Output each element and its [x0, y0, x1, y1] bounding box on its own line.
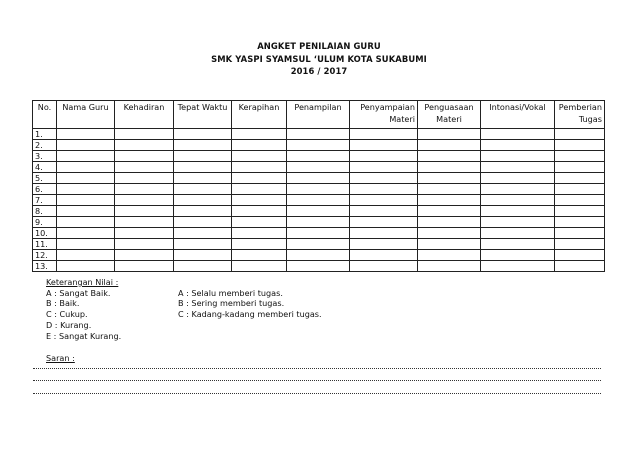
school-name: SMK YASPI SYAMSUL ‘ULUM KOTA SUKABUMI [211, 53, 427, 64]
table-cell [115, 261, 174, 272]
table-cell [57, 250, 115, 261]
table-cell [115, 195, 174, 206]
table-cell [350, 250, 418, 261]
table-cell [555, 129, 605, 140]
table-cell [555, 151, 605, 162]
legend-item: B : Sering memberi tugas. [178, 298, 285, 309]
table-cell [174, 261, 232, 272]
table-cell [115, 140, 174, 151]
table-cell [481, 261, 555, 272]
suggestion-label: Saran : [46, 353, 75, 363]
column-header: Pemberian Tugas [555, 101, 605, 129]
table-cell [418, 206, 481, 217]
table-row [33, 228, 605, 239]
table-cell [232, 239, 287, 250]
table-cell [57, 261, 115, 272]
table-row [33, 184, 605, 195]
suggestion-line [33, 380, 601, 381]
table-cell [481, 173, 555, 184]
table-row [33, 217, 605, 228]
table-cell [57, 184, 115, 195]
table-cell [350, 261, 418, 272]
table-cell [115, 250, 174, 261]
table-cell [174, 129, 232, 140]
table-cell [232, 140, 287, 151]
table-cell [481, 206, 555, 217]
table-cell [287, 184, 350, 195]
table-cell [418, 261, 481, 272]
table-cell [57, 206, 115, 217]
grading-legend [46, 277, 546, 341]
table-cell [174, 184, 232, 195]
table-cell [232, 151, 287, 162]
legend-scores [46, 288, 178, 342]
row-number: 6. [33, 184, 57, 195]
table-row [33, 239, 605, 250]
table-cell [418, 162, 481, 173]
column-header: Tepat Waktu [174, 101, 232, 129]
table-cell [174, 162, 232, 173]
table-cell [555, 206, 605, 217]
suggestion-line [33, 368, 601, 369]
document-header [0, 40, 638, 78]
legend-heading: Keterangan Nilai : [46, 277, 119, 287]
row-number: 12. [33, 250, 57, 261]
table-cell [174, 228, 232, 239]
table-cell [350, 151, 418, 162]
table-cell [287, 151, 350, 162]
table-cell [350, 239, 418, 250]
table-cell [481, 250, 555, 261]
table-cell [555, 250, 605, 261]
table-cell [287, 162, 350, 173]
table-cell [555, 261, 605, 272]
table-cell [232, 206, 287, 217]
table-cell [418, 217, 481, 228]
table-cell [57, 129, 115, 140]
table-cell [57, 195, 115, 206]
table-cell [115, 184, 174, 195]
table-cell [57, 151, 115, 162]
row-number: 1. [33, 129, 57, 140]
table-cell [481, 151, 555, 162]
table-cell [555, 239, 605, 250]
table-cell [350, 195, 418, 206]
table-cell [174, 195, 232, 206]
table-cell [287, 261, 350, 272]
column-header: Intonasi/Vokal [481, 101, 555, 129]
table-cell [174, 250, 232, 261]
table-cell [481, 162, 555, 173]
table-cell [287, 239, 350, 250]
table-cell [232, 261, 287, 272]
table-cell [418, 228, 481, 239]
table-cell [481, 140, 555, 151]
table-cell [418, 173, 481, 184]
table-row [33, 195, 605, 206]
row-number: 2. [33, 140, 57, 151]
table-cell [57, 217, 115, 228]
table-cell [418, 239, 481, 250]
table-cell [174, 173, 232, 184]
table-cell [232, 250, 287, 261]
table-cell [174, 206, 232, 217]
table-cell [287, 140, 350, 151]
legend-item: A : Sangat Baik. [46, 287, 111, 298]
table-cell [481, 228, 555, 239]
table-cell [555, 195, 605, 206]
table-cell [418, 129, 481, 140]
table-cell [350, 162, 418, 173]
table-cell [555, 162, 605, 173]
table-cell [57, 140, 115, 151]
table-row [33, 261, 605, 272]
table-cell [555, 217, 605, 228]
evaluation-table [32, 100, 605, 272]
legend-item: E : Sangat Kurang. [46, 330, 122, 341]
table-cell [350, 184, 418, 195]
row-number: 10. [33, 228, 57, 239]
table-cell [418, 195, 481, 206]
table-cell [115, 206, 174, 217]
table-cell [115, 151, 174, 162]
table-cell [418, 151, 481, 162]
table-cell [555, 140, 605, 151]
academic-year: 2016 / 2017 [290, 66, 348, 76]
table-cell [481, 239, 555, 250]
table-cell [232, 217, 287, 228]
table-cell [115, 228, 174, 239]
column-header: Kerapihan [232, 101, 287, 129]
legend-item: C : Kadang-kadang memberi tugas. [178, 309, 322, 320]
row-number: 5. [33, 173, 57, 184]
table-cell [287, 250, 350, 261]
table-cell [287, 217, 350, 228]
table-cell [287, 206, 350, 217]
table-cell [481, 195, 555, 206]
column-header: Nama Guru [57, 101, 115, 129]
legend-item: A : Selalu memberi tugas. [178, 287, 283, 298]
table-cell [555, 173, 605, 184]
table-cell [350, 228, 418, 239]
table-cell [232, 228, 287, 239]
table-cell [174, 151, 232, 162]
row-number: 11. [33, 239, 57, 250]
row-number: 8. [33, 206, 57, 217]
table-cell [174, 217, 232, 228]
table-cell [418, 140, 481, 151]
table-cell [174, 239, 232, 250]
document-title: ANGKET PENILAIAN GURU [257, 41, 381, 51]
table-cell [481, 217, 555, 228]
column-header: Penyampaian Materi [350, 101, 418, 129]
table-cell [350, 217, 418, 228]
table-cell [57, 173, 115, 184]
row-number: 9. [33, 217, 57, 228]
table-cell [555, 228, 605, 239]
row-number: 7. [33, 195, 57, 206]
legend-item: D : Kurang. [46, 319, 92, 330]
table-cell [287, 129, 350, 140]
table-cell [350, 173, 418, 184]
legend-assignments [178, 288, 478, 342]
table-row [33, 250, 605, 261]
legend-item: B : Baik. [46, 298, 80, 309]
table-cell [115, 162, 174, 173]
table-cell [350, 129, 418, 140]
column-header: No. [33, 101, 57, 129]
table-cell [232, 173, 287, 184]
suggestion-line [33, 393, 601, 394]
row-number: 4. [33, 162, 57, 173]
table-cell [232, 129, 287, 140]
table-cell [287, 195, 350, 206]
row-number: 3. [33, 151, 57, 162]
table-cell [115, 217, 174, 228]
column-header: Penampilan [287, 101, 350, 129]
legend-item: C : Cukup. [46, 309, 88, 320]
table-cell [57, 239, 115, 250]
table-cell [555, 184, 605, 195]
column-header: Kehadiran [115, 101, 174, 129]
table-cell [115, 129, 174, 140]
row-number: 13. [33, 261, 57, 272]
table-header-row [33, 101, 605, 129]
table-row [33, 206, 605, 217]
table-cell [350, 206, 418, 217]
table-cell [418, 184, 481, 195]
table-cell [287, 228, 350, 239]
table-cell [57, 162, 115, 173]
table-cell [115, 173, 174, 184]
table-cell [481, 129, 555, 140]
table-cell [57, 228, 115, 239]
table-body [33, 129, 605, 272]
table-cell [481, 184, 555, 195]
table-row [33, 129, 605, 140]
table-cell [232, 184, 287, 195]
column-header: Penguasaan Materi [418, 101, 481, 129]
table-cell [232, 162, 287, 173]
table-row [33, 173, 605, 184]
table-cell [115, 239, 174, 250]
table-cell [418, 250, 481, 261]
table-cell [350, 140, 418, 151]
table-row [33, 140, 605, 151]
table-cell [287, 173, 350, 184]
table-row [33, 151, 605, 162]
table-row [33, 162, 605, 173]
table-cell [232, 195, 287, 206]
table-cell [174, 140, 232, 151]
